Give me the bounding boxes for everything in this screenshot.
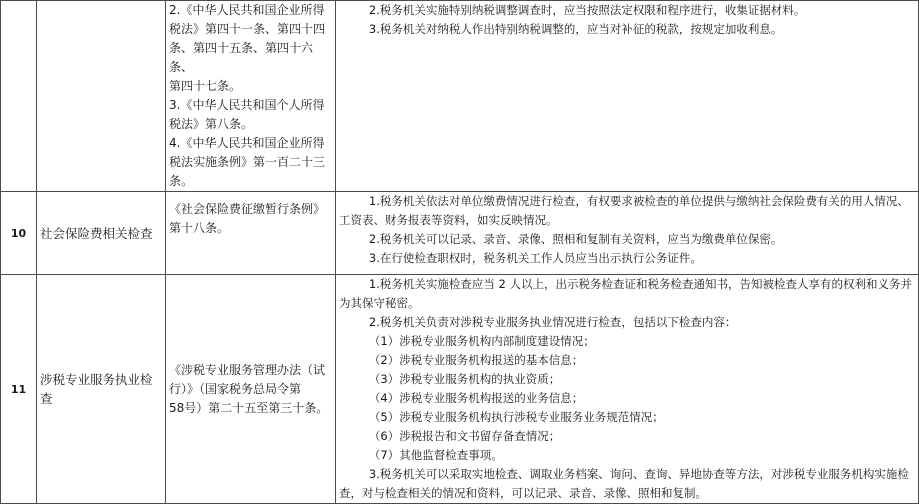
inspection-content bbox=[336, 192, 919, 275]
table-row bbox=[1, 1, 919, 192]
basis-line: 税法》第八条。 bbox=[169, 117, 254, 131]
table-row bbox=[1, 192, 919, 275]
item-name: 涉税专业服务执业检查 bbox=[37, 275, 166, 504]
legal-basis bbox=[166, 192, 336, 275]
row-number bbox=[1, 1, 37, 192]
basis-line: 58号）第二十五至第三十条。 bbox=[169, 400, 329, 415]
basis-line: 税法》第四十一条、第四十四 bbox=[169, 22, 326, 36]
content-paragraph: 2.税务机关可以记录、录音、录像、照相和复制有关资料，应当为缴费单位保密。 bbox=[368, 232, 783, 246]
basis-line: 3.《中华人民共和国个人所得 bbox=[169, 98, 325, 112]
content-list-item: （7）其他监督检查事项。 bbox=[368, 448, 503, 462]
content-paragraph: 3.税务机关可以采取实地检查、调取业务档案、询问、查询、异地协查等方法，对涉税专业服务机构实施检查，对与检查相关的情况和资料，可以记录、录音、录像、照相和复制。 bbox=[339, 467, 909, 500]
legal-basis bbox=[166, 275, 336, 504]
content-list-item: （2）涉税专业服务机构报送的基本信息； bbox=[368, 353, 584, 367]
content-paragraph: 2.税务机关实施特别纳税调整调查时，应当按照法定权限和程序进行，收集证据材料。 bbox=[368, 3, 806, 17]
basis-line: 第四十七条。 bbox=[169, 79, 242, 93]
basis-line: 条、第四十五条、第四十六条、 bbox=[169, 41, 314, 74]
content-list-item: （6）涉税报告和文书留存备查情况； bbox=[368, 429, 561, 443]
inspection-content bbox=[336, 275, 919, 504]
basis-line: 2.《中华人民共和国企业所得 bbox=[169, 3, 325, 17]
content-list-item: （5）涉税专业服务机构执行涉税专业服务业务规范情况； bbox=[368, 410, 664, 424]
item-name bbox=[37, 1, 166, 192]
content-paragraph: 3.在行使检查职权时，税务机关工作人员应当出示执行公务证件。 bbox=[368, 251, 702, 265]
basis-line: 《涉税专业服务管理办法（试 bbox=[169, 362, 326, 377]
content-paragraph: 1.税务机关依法对单位缴费情况进行检查，有权要求被检查的单位提供与缴纳社会保险费有关的用人情况、工资表、财务报表等资料，如实反映情况。 bbox=[339, 194, 909, 227]
content-paragraph: 2.税务机关负责对涉税专业服务执业情况进行检查，包括以下检查内容： bbox=[368, 315, 737, 329]
legal-basis bbox=[166, 1, 336, 192]
content-list-item: （1）涉税专业服务机构内部制度建设情况； bbox=[368, 334, 595, 348]
basis-line: 《社会保险费征缴暂行条例》 bbox=[169, 202, 326, 216]
basis-line: 4.《中华人民共和国企业所得 bbox=[169, 136, 325, 150]
basis-line: 第十八条。 bbox=[169, 221, 230, 235]
table-row bbox=[1, 275, 919, 504]
basis-line: 行）》（国家税务总局令第 bbox=[169, 381, 302, 396]
content-list-item: （4）涉税专业服务机构报送的业务信息； bbox=[368, 391, 584, 405]
basis-line: 条。 bbox=[169, 174, 194, 188]
content-paragraph: 3.税务机关对纳税人作出特别纳税调整的，应当对补征的税款，按规定加收利息。 bbox=[368, 22, 783, 36]
row-number: 10 bbox=[1, 192, 37, 275]
row-number: 11 bbox=[1, 275, 37, 504]
basis-line: 税法实施条例》第一百二十三 bbox=[169, 155, 326, 169]
inspection-content bbox=[336, 1, 919, 192]
item-name: 社会保险费相关检查 bbox=[37, 192, 166, 275]
content-paragraph: 1.税务机关实施检查应当 2 人以上，出示税务检查证和税务检查通知书，告知被检查人享有的权利和义务并为其保守秘密。 bbox=[339, 277, 912, 310]
content-list-item: （3）涉税专业服务机构的执业资质； bbox=[368, 372, 561, 386]
